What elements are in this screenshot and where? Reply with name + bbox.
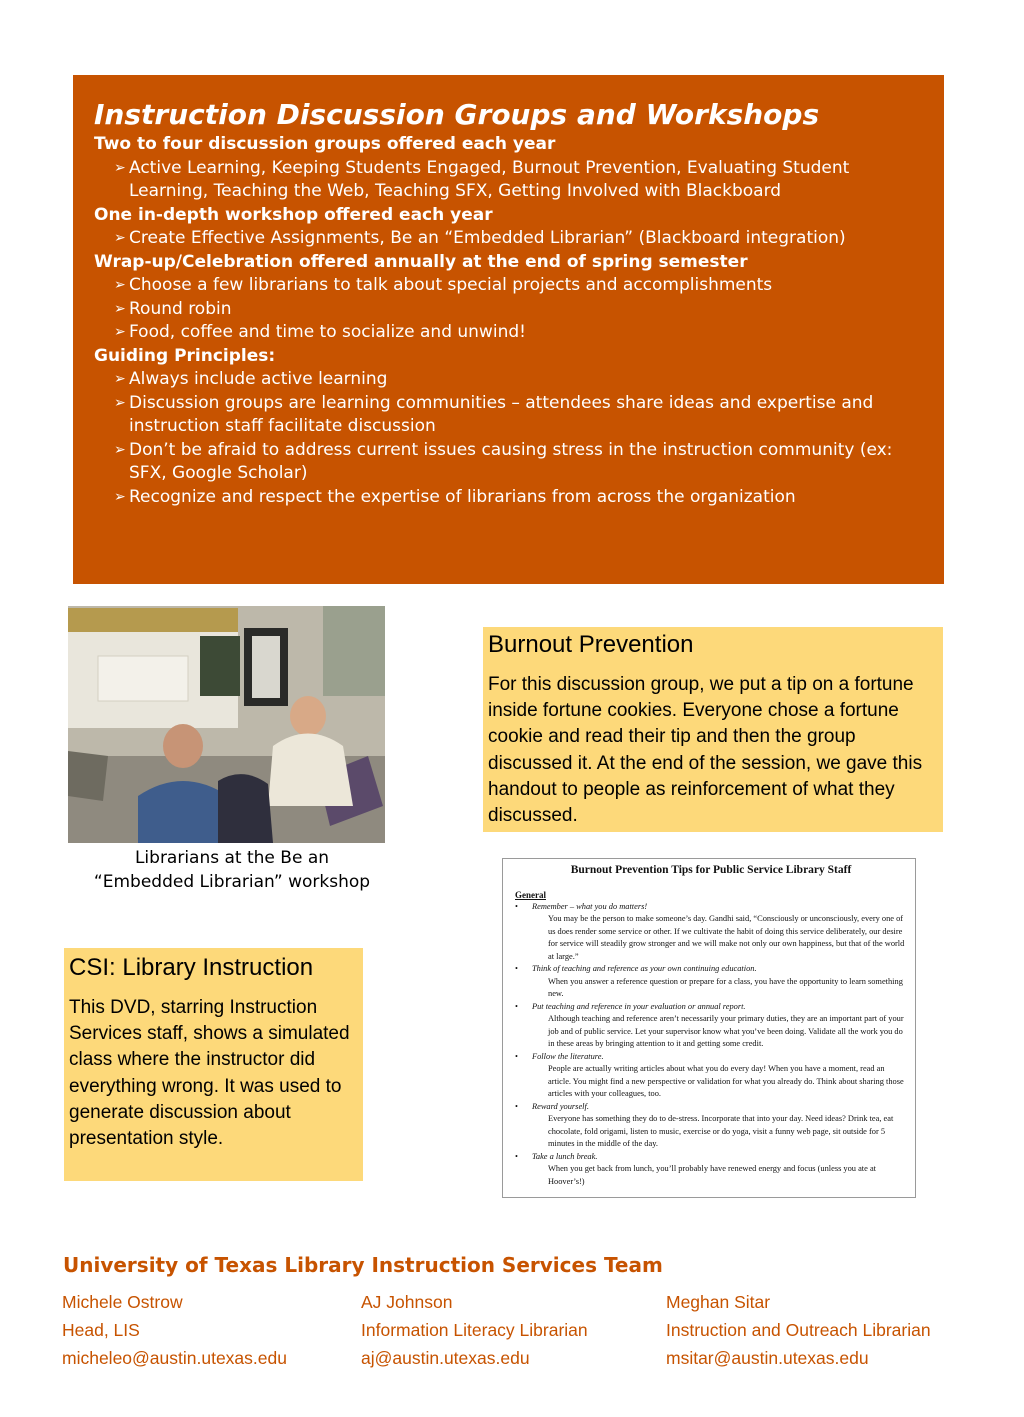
- box-body: This DVD, starring Instruction Services staff, shows a simulated class where the instructor did everything wrong. It was used to generate discussion about presentation style.: [69, 997, 350, 1150]
- section-heading: Wrap-up/Celebration offered annually at the end of spring semester: [94, 251, 748, 272]
- list-item: ➢ Create Effective Assignments, Be an “Embedded Librarian” (Blackboard integration): [94, 227, 934, 251]
- handout-tip-body: You may be the person to make someone’s day. Gandhi said, “Consciously or unconsciously, every one of us does render some service or other. If we cultivate the habit of doing this service deliberately, our desire for service will steadily grow stronger and we will make not only our own happiness, but that of the world at large.”: [548, 914, 905, 961]
- arrow-bullet-icon: ➢: [114, 324, 126, 340]
- arrow-bullet-icon: ➢: [114, 300, 126, 317]
- bullet-dot-icon: •: [515, 1001, 518, 1011]
- list-item: ➢ Choose a few librarians to talk about special projects and accomplishments: [94, 274, 934, 298]
- team-title: University of Texas Library Instruction Services Team: [63, 1253, 663, 1277]
- workshop-photo: [68, 606, 385, 843]
- handout-tip-body: Everyone has something they do to de-stress. Incorporate that into your day. Need ideas? Drink tea, eat chocolate, fold origami, listen to music, exercise or do yoga, visit a funny web page, sit outside for 5 minutes in the middle of the day.: [548, 1114, 894, 1148]
- handout-tip: [515, 963, 907, 1001]
- list-item: ➢ Don’t be afraid to address current issues causing stress in the instruction community (ex: SFX, Google Scholar): [114, 439, 893, 483]
- list-item: ➢ Active Learning, Keeping Students Engaged, Burnout Prevention, Evaluating Student Learning, Teaching the Web, Teaching SFX, Getting Involved with Blackboard: [114, 157, 850, 201]
- handout-tip-heading: • Reward yourself.: [515, 1101, 907, 1114]
- list-item: ➢ Always include active learning: [94, 368, 934, 392]
- handout-tip-heading: • Put teaching and reference in your evaluation or annual report.: [515, 1001, 907, 1014]
- section-heading: One in-depth workshop offered each year: [94, 204, 493, 225]
- handout-tip-heading: • Remember – what you do matters!: [515, 901, 907, 914]
- arrow-bullet-icon: ➢: [114, 488, 126, 505]
- handout-tip: [515, 1101, 907, 1151]
- burnout-prevention-box: [483, 627, 943, 832]
- handout-tip-body: Although teaching and reference aren’t necessarily your primary duties, they are an important part of your job and of public service. Let your supervisor know what you’ve been doing. Validate all the work you do in these areas by bringing attention to it and getting some credit.: [548, 1014, 904, 1048]
- contact-name: Meghan Sitar: [666, 1292, 771, 1312]
- arrow-bullet-icon: ➢: [114, 394, 126, 411]
- box-title: Burnout Prevention: [488, 631, 694, 658]
- bullet-list: [94, 157, 934, 204]
- handout-tip: [515, 1001, 907, 1051]
- contact-email-link[interactable]: micheleo@austin.utexas.edu: [62, 1348, 287, 1368]
- handout-tips: [515, 901, 907, 1189]
- csi-library-instruction-box: [64, 948, 363, 1181]
- list-item: ➢ Recognize and respect the expertise of librarians from across the organization: [94, 486, 934, 510]
- handout-tip-heading: • Think of teaching and reference as your own continuing education.: [515, 963, 907, 976]
- contact-name: Michele Ostrow: [62, 1292, 183, 1312]
- list-item: ➢ Food, coffee and time to socialize and unwind!: [94, 321, 934, 345]
- section-heading: Guiding Principles:: [94, 345, 276, 366]
- bullet-dot-icon: •: [515, 964, 518, 973]
- handout-tip-body: When you answer a reference question or prepare for a class, you have the opportunity to learn something new.: [548, 976, 903, 998]
- section-heading: Two to four discussion groups offered each year: [94, 134, 556, 154]
- bullet-list: [94, 274, 934, 345]
- arrow-bullet-icon: ➢: [114, 441, 126, 458]
- contact-role: Head, LIS: [62, 1320, 140, 1340]
- arrow-bullet-icon: ➢: [114, 230, 126, 246]
- handout-tip-body: People are actually writing articles about what you do every day! When you have a moment, read an article. You might find a new perspective or validation for what you already do. Think about sharing those articles with your colleagues, too.: [548, 1064, 904, 1098]
- bullet-list: [94, 368, 934, 509]
- handout-tip-heading: • Take a lunch break.: [515, 1151, 907, 1164]
- bullet-list: [94, 227, 934, 251]
- handout-tip: [515, 1151, 907, 1189]
- contact-name: AJ Johnson: [361, 1292, 453, 1312]
- burnout-tips-handout: [502, 858, 916, 1198]
- list-item: ➢ Discussion groups are learning communities – attendees share ideas and expertise and instruction staff facilitate discussion: [114, 392, 874, 436]
- contact-card: [361, 1288, 588, 1372]
- handout-title: Burnout Prevention Tips for Public Service Library Staff: [570, 864, 852, 876]
- handout-section-heading: General: [515, 890, 546, 900]
- list-item: ➢ Round robin: [94, 298, 934, 322]
- contact-role: Instruction and Outreach Librarian: [666, 1320, 931, 1340]
- caption-line: “Embedded Librarian” workshop: [93, 872, 371, 892]
- box-title: CSI: Library Instruction: [69, 954, 314, 981]
- handout-tip: [515, 1051, 907, 1101]
- bullet-dot-icon: •: [515, 1101, 518, 1111]
- bullet-dot-icon: •: [515, 1151, 518, 1161]
- caption-line: Librarians at the Be an: [134, 848, 330, 868]
- contact-card: [666, 1288, 931, 1372]
- box-body: For this discussion group, we put a tip on a fortune inside fortune cookies. Everyone chose a fortune cookie and read their tip and then the group discussed it. At the end of the session, we gave this handout to people as reinforcement of what they discussed.: [488, 674, 923, 827]
- contact-email-link[interactable]: msitar@austin.utexas.edu: [666, 1348, 869, 1368]
- handout-tip: [515, 901, 907, 964]
- contact-card: [62, 1288, 287, 1372]
- workshops-panel: [73, 75, 944, 584]
- arrow-bullet-icon: ➢: [114, 159, 126, 176]
- bullet-dot-icon: •: [515, 901, 518, 911]
- handout-tip-body: When you get back from lunch, you’ll probably have renewed energy and focus (unless you ate at Hoover’s!): [548, 1164, 876, 1186]
- handout-tip-heading: • Follow the literature.: [515, 1051, 907, 1064]
- photo-caption: [40, 846, 424, 894]
- panel-title: Instruction Discussion Groups and Workshops: [94, 98, 820, 131]
- bullet-dot-icon: •: [515, 1051, 518, 1061]
- arrow-bullet-icon: ➢: [114, 371, 126, 387]
- contact-role: Information Literacy Librarian: [361, 1320, 588, 1340]
- arrow-bullet-icon: ➢: [114, 277, 126, 293]
- contact-email-link[interactable]: aj@austin.utexas.edu: [361, 1348, 530, 1368]
